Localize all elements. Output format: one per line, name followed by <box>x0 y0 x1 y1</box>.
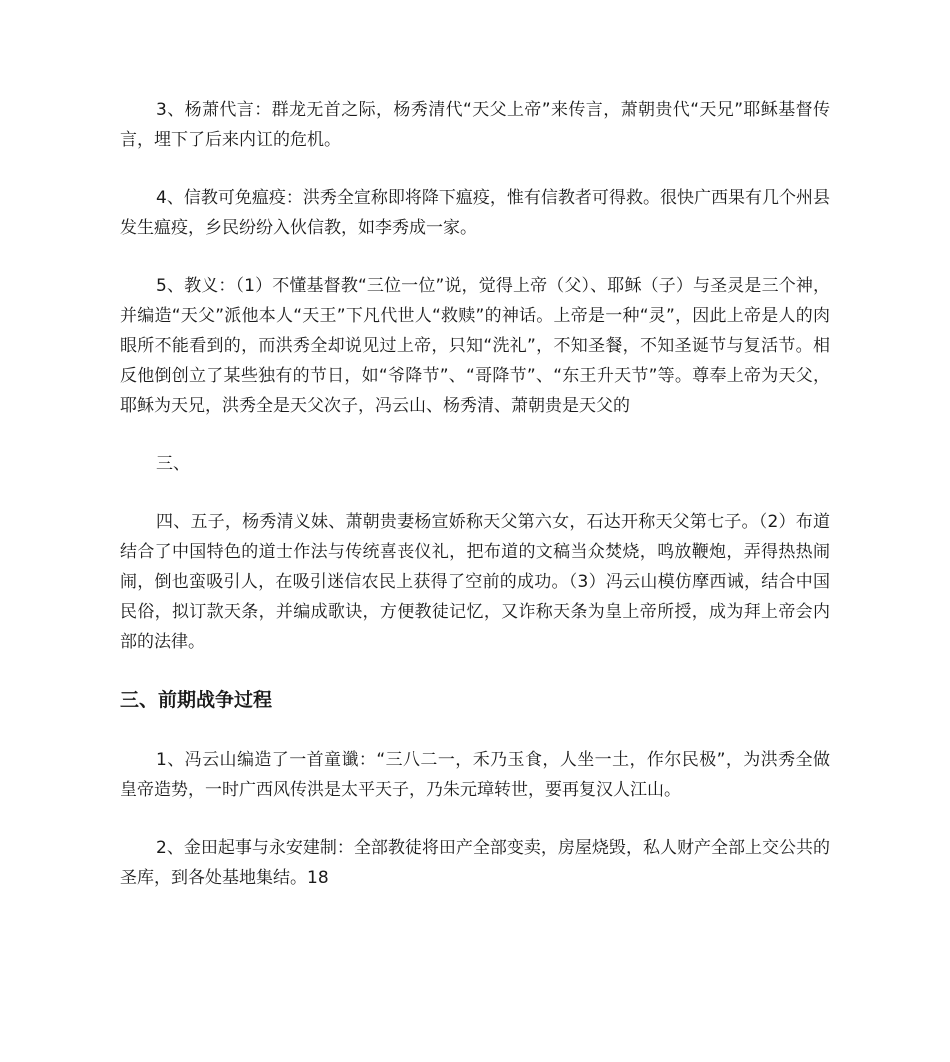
paragraph-1-prophecy: 1、冯云山编造了一首童谶：“三八二一，禾乃玉食，人坐一土，作尔民极”，为洪秀全做皇帝造势，一时广西风传洪是太平天子，乃朱元璋转世，要再复汉人江山。 <box>120 750 830 800</box>
paragraph-four-five-sons: 四、五子，杨秀清义妹、萧朝贵妻杨宣娇称天父第六女，石达开称天父第七子。（2）布道结合了中国特色的道士作法与传统喜丧仪礼，把布道的文稿当众焚烧，鸣放鞭炮，弄得热热闹闹，倒也蛮吸引人，在吸引迷信农民上获得了空前的成功。（3）冯云山模仿摩西诫，结合中国民俗，拟订款天条，并编成歌诀，方便教徒记忆，又诈称天条为皇上帝所授，成为拜上帝会内部的法律。 <box>120 512 830 652</box>
paragraph-2-jintian: 2、金田起事与永安建制：全部教徒将田产全部变卖，房屋烧毁，私人财产全部上交公共的圣库，到各处基地集结。18 <box>120 838 830 888</box>
paragraph-fragment-three: 三、 <box>156 454 190 474</box>
paragraph-4-plague: 4、信教可免瘟疫：洪秀全宣称即将降下瘟疫，惟有信教者可得救。很快广西果有几个州县发生瘟疫，乡民纷纷入伙信教，如李秀成一家。 <box>120 188 830 238</box>
paragraph-3-yang-xiao: 3、杨萧代言：群龙无首之际，杨秀清代“天父上帝”来传言，萧朝贵代“天兄”耶稣基督传言，埋下了后来内讧的危机。 <box>120 100 830 150</box>
section-heading: 三、前期战争过程 <box>120 689 273 711</box>
document-page <box>120 95 830 921</box>
paragraph-5-doctrine: 5、教义：（1）不懂基督教“三位一位”说，觉得上帝（父）、耶稣（子）与圣灵是三个神，并编造“天父”派他本人“天王”下凡代世人“救赎”的神话。上帝是一种“灵”，因此上帝是人的肉眼所不能看到的，而洪秀全却说见过上帝，只知“洗礼”，不知圣餐，不知圣诞节与复活节。相反他倒创立了某些独有的节日，如“爷降节”、“哥降节”、“东王升天节”等。尊奉上帝为天父，耶稣为天兄，洪秀全是天父次子，冯云山、杨秀清、萧朝贵是天父的 <box>120 276 830 416</box>
